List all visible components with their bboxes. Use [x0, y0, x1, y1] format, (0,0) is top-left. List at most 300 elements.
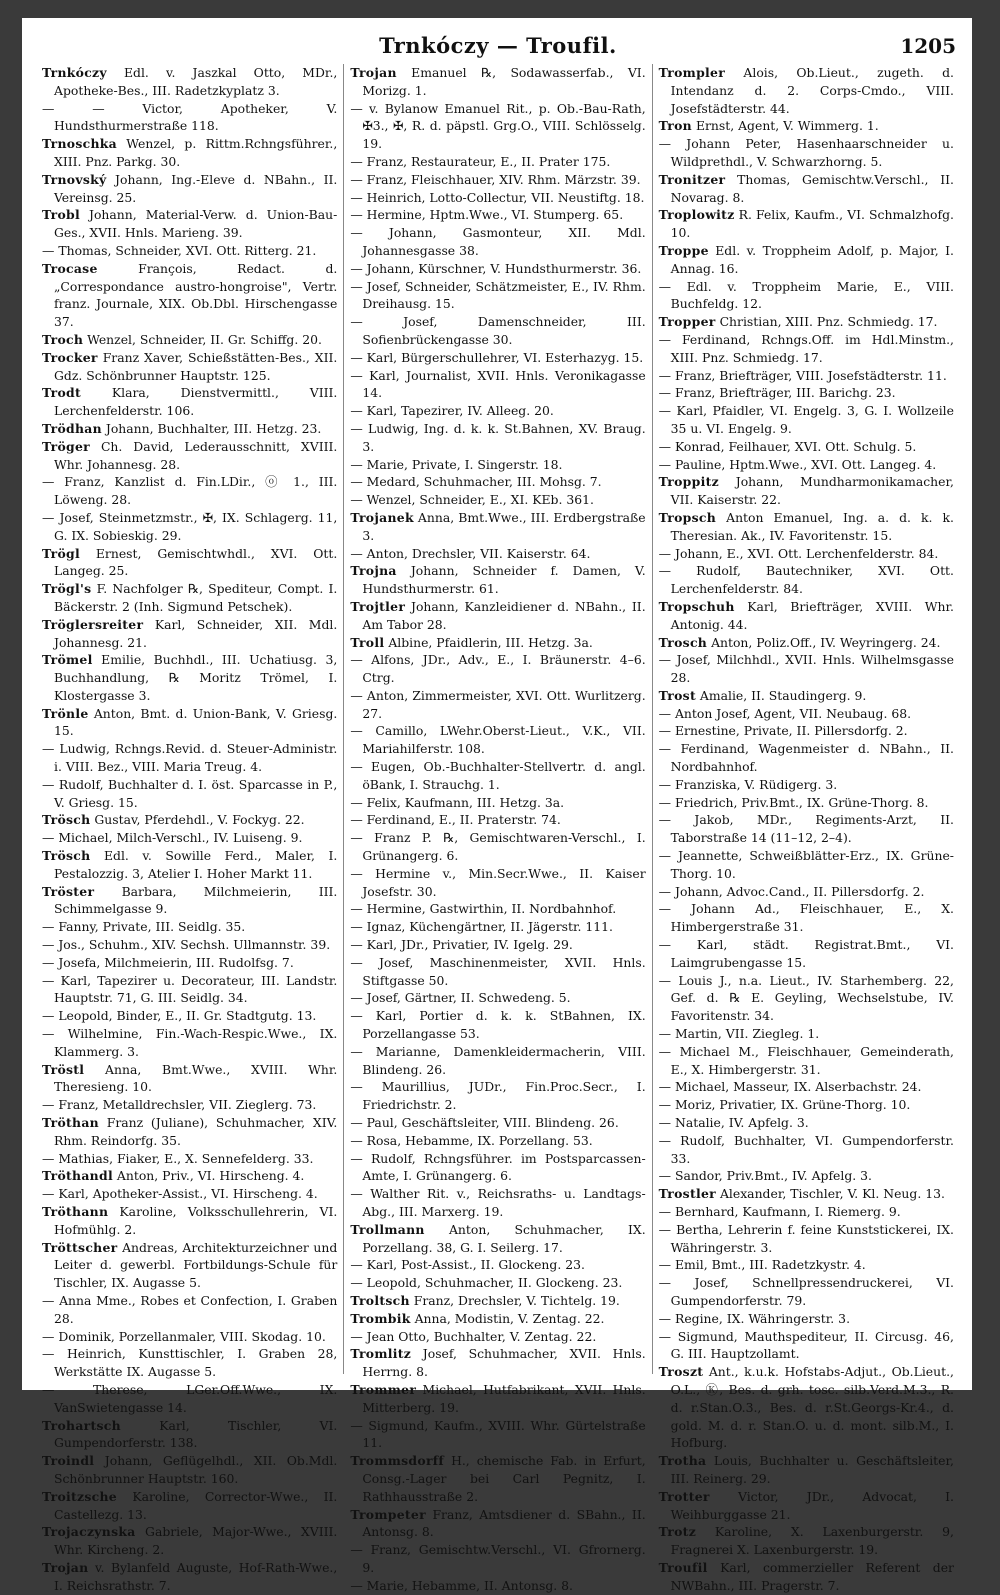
directory-entry: [350, 1506, 645, 1542]
directory-entry: [659, 278, 954, 314]
directory-entry: [42, 936, 337, 954]
directory-entry: [42, 740, 337, 776]
directory-entry: [659, 1310, 954, 1328]
directory-entry: [659, 687, 954, 705]
entry-details: — Michael, Masseur, IX. Alserbachstr. 24.: [658, 1079, 922, 1095]
entry-surname: Trocker: [42, 349, 98, 365]
directory-entry: [659, 1452, 954, 1488]
directory-entry: [350, 936, 645, 954]
entry-surname: Troppitz: [658, 474, 719, 490]
directory-entry: [350, 1541, 645, 1577]
entry-details: — Rudolf, Buchhalter d. I. öst. Sparcasse in P., V. Griesg. 15.: [42, 776, 338, 810]
entry-surname: Tröttscher: [42, 1239, 118, 1255]
directory-entry: [659, 1043, 954, 1079]
directory-entry: [659, 1274, 954, 1310]
entry-surname: Trögl: [42, 545, 80, 561]
entry-details: — Sandor, Priv.Bmt., IV. Apfelg. 3.: [658, 1168, 872, 1184]
entry-details: — Pauline, Hptm.Wwe., XVI. Ott. Langeg. 4.: [658, 456, 937, 472]
entry-details: — Mathias, Fiaker, E., X. Sennefelderg. 33.: [42, 1150, 314, 1166]
entry-surname: Trotha: [658, 1453, 707, 1469]
directory-entry: [42, 135, 337, 171]
entry-details: Franz (Juliane), Schuhmacher, XIV. Rhm. Reindorfg. 35.: [54, 1115, 338, 1148]
entry-details: Johann, Buchhalter, III. Hetzg. 23.: [105, 420, 322, 436]
entry-details: — Leopold, Binder, E., II. Gr. Stadtgutg. 13.: [42, 1008, 317, 1024]
directory-entry: [350, 1150, 645, 1186]
entry-details: F. Nachfolger ℞, Spediteur, Compt. I. Bäckerstr. 2 (Inh. Sigmund Petschek).: [54, 581, 338, 614]
entry-details: — Jeannette, Schweißblätter-Erz., IX. Grüne-Thorg. 10.: [658, 848, 954, 881]
column-1: [36, 64, 344, 1593]
entry-details: — Dominik, Porzellanmaler, VIII. Skodag. 10.: [42, 1328, 326, 1344]
entry-details: — Walther Rit. v., Reichsraths- u. Landtags-Abg., III. Marxerg. 19.: [350, 1186, 646, 1219]
columns: [36, 64, 960, 1593]
directory-entry: [350, 402, 645, 420]
entry-details: — Karl, städt. Registrat.Bmt., VI. Laimgrubengasse 15.: [658, 937, 954, 970]
page-header: [36, 28, 960, 64]
entry-details: — Josef, Gärtner, II. Schwedeng. 5.: [350, 990, 571, 1006]
directory-entry: [42, 1381, 337, 1417]
entry-details: Thomas, Gemischtw.Verschl., II. Novarag. 8.: [670, 171, 954, 205]
directory-entry: [659, 1559, 954, 1595]
entry-details: François, Redact. d. „Correspondance austro-hongroise", Vertr. franz. Journale, XIX. Ob.Dbl. Hirschengasse 37.: [54, 260, 338, 330]
entry-details: — — Victor, Apotheker, V. Hundsthurmerstraße 118.: [42, 100, 338, 134]
entry-details: — Medard, Schuhmacher, III. Mohsg. 7.: [350, 474, 602, 490]
directory-entry: [350, 171, 645, 189]
directory-entry: [659, 651, 954, 687]
directory-entry: [350, 1292, 645, 1310]
directory-entry: [42, 1523, 337, 1559]
directory-entry: [659, 1523, 954, 1559]
entry-details: Karoline, X. Laxenburgerstr. 9, Fragnerei X. Laxenburgerstr. 19.: [670, 1524, 954, 1558]
entry-details: Karl, Schneider, XII. Mdl. Johannesg. 21.: [54, 616, 338, 650]
directory-entry: [659, 313, 954, 331]
directory-entry: [659, 367, 954, 385]
directory-entry: [659, 473, 954, 509]
entry-surname: Tröthandl: [42, 1168, 113, 1184]
directory-entry: [659, 1488, 954, 1524]
directory-entry: [42, 776, 337, 812]
entry-details: Edl. v. Sowille Ferd., Maler, I. Pestalozzig. 3, Atelier I. Hoher Markt 11.: [54, 848, 338, 881]
directory-entry: [659, 634, 954, 652]
entry-details: Ernst, Agent, V. Wimmerg. 1.: [695, 118, 879, 134]
entry-details: Karl, Tischler, VI. Gumpendorferstr. 138.: [54, 1417, 338, 1451]
entry-surname: Trögl's: [42, 581, 92, 597]
directory-entry: [659, 242, 954, 278]
entry-details: Johann, Mundharmonikamacher, VII. Kaiserstr. 22.: [670, 474, 954, 508]
entry-surname: Troltsch: [350, 1292, 410, 1308]
directory-entry: [42, 349, 337, 385]
directory-entry: [350, 1577, 645, 1595]
entry-details: Alois, Ob.Lieut., zugeth. d. Intendanz d. 2. Corps-Cmdo., VIII. Josefstädterstr. 44.: [670, 65, 954, 116]
entry-details: — Natalie, IV. Apfelg. 3.: [658, 1115, 809, 1131]
entry-details: — Felix, Kaufmann, III. Hetzg. 3a.: [350, 794, 565, 810]
entry-details: — Johann Ad., Fleischhauer, E., X. Himbergerstraße 31.: [658, 901, 954, 935]
directory-entry: [42, 972, 337, 1008]
directory-entry: [659, 64, 954, 117]
entry-surname: Trojanek: [350, 509, 414, 525]
directory-entry: [350, 189, 645, 207]
entry-details: Johann, Material-Verw. d. Union-Bau-Ges., XVII. Hnls. Marieng. 39.: [54, 207, 338, 241]
entry-details: — Ferdinand, Rchngs.Off. im Hdl.Minstm., XIII. Pnz. Schmiedg. 17.: [658, 331, 954, 365]
entry-surname: Trostler: [658, 1186, 716, 1202]
directory-entry: [659, 972, 954, 1025]
directory-entry: [659, 1221, 954, 1257]
entry-details: — Heinrich, Kunsttischler, I. Graben 28, Werkstätte IX. Augasse 5.: [42, 1346, 338, 1380]
directory-entry: [42, 242, 337, 260]
directory-entry: [659, 776, 954, 794]
directory-entry: [350, 865, 645, 901]
entry-details: Franz Xaver, Schießstätten-Bes., XII. Gdz. Schönbrunner Hauptstr. 125.: [54, 349, 338, 383]
entry-details: Anton, Bmt. d. Union-Bank, V. Griesg. 15.: [54, 705, 338, 739]
directory-entry: [42, 1061, 337, 1097]
directory-entry: [659, 117, 954, 135]
directory-entry: [659, 1114, 954, 1132]
directory-entry: [659, 171, 954, 207]
entry-details: Anna, Bmt.Wwe., III. Erdbergstraße 3.: [362, 509, 646, 543]
entry-details: — v. Bylanow Emanuel Rit., p. Ob.-Bau-Rath, ✠3., ✠, R. d. päpstl. Grg.O., VIII. Schlösselg. 19.: [350, 100, 646, 152]
entry-details: Karoline, Volksschullehrerin, VI. Hofmühlg. 2.: [54, 1204, 338, 1237]
entry-details: — Marie, Hebamme, II. Antonsg. 8.: [350, 1577, 573, 1593]
directory-entry: [42, 1452, 337, 1488]
directory-entry: [350, 1132, 645, 1150]
directory-entry: [659, 1167, 954, 1185]
entry-details: Ch. David, Lederausschnitt, XVIII. Whr. Johannesg. 28.: [54, 438, 338, 472]
page-title: Trnkóczy — Troufil.: [379, 33, 617, 58]
entry-details: — Franziska, V. Rüdigerg. 3.: [658, 776, 838, 792]
directory-entry: [659, 1256, 954, 1274]
directory-entry: [659, 794, 954, 812]
directory-entry: [42, 438, 337, 474]
directory-entry: [350, 1381, 645, 1417]
entry-details: — Franz, Briefträger, III. Barichg. 23.: [658, 385, 896, 401]
entry-surname: Troplowitz: [658, 207, 735, 223]
entry-surname: Trösch: [42, 848, 91, 864]
directory-entry: [350, 989, 645, 1007]
entry-surname: Troufil: [658, 1559, 708, 1575]
directory-entry: [659, 936, 954, 972]
directory-entry: [350, 509, 645, 545]
directory-entry: [42, 883, 337, 919]
directory-entry: [42, 1203, 337, 1239]
directory-entry: [42, 1096, 337, 1114]
entry-details: — Maurillius, JUDr., Fin.Proc.Secr., I. Friedrichstr. 2.: [350, 1079, 646, 1113]
entry-details: — Johann, Kürschner, V. Hundsthurmerstr. 36.: [350, 260, 642, 276]
entry-details: — Michael, Milch-Verschl., IV. Luiseng. 9.: [42, 830, 303, 846]
directory-entry: [350, 545, 645, 563]
directory-entry: [42, 811, 337, 829]
directory-entry: [659, 811, 954, 847]
entry-details: — Rudolf, Rchngsführer. im Postsparcassen-Amte, I. Grünangerg. 6.: [350, 1150, 646, 1184]
directory-entry: [659, 1132, 954, 1168]
page-number: 1205: [900, 34, 956, 58]
entry-details: — Franz, Fleischhauer, XIV. Rhm. Märzstr. 39.: [350, 171, 641, 187]
entry-details: — Franz, Kanzlist d. Fin.LDir., ⓞ 1., III. Löweng. 28.: [42, 474, 338, 508]
directory-entry: [659, 1203, 954, 1221]
entry-details: — Josef, Maschinenmeister, XVII. Hnls. Stiftgasse 50.: [350, 954, 646, 988]
entry-details: — Rudolf, Buchhalter, VI. Gumpendorferstr. 33.: [658, 1132, 954, 1166]
entry-details: — Jean Otto, Buchhalter, V. Zentag. 22.: [350, 1328, 597, 1344]
entry-surname: Tröger: [42, 438, 90, 454]
directory-entry: [350, 224, 645, 260]
directory-entry: [659, 438, 954, 456]
directory-entry: [42, 1328, 337, 1346]
entry-details: — Ludwig, Ing. d. k. k. St.Bahnen, XV. Braug. 3.: [350, 420, 646, 454]
entry-details: — Karl, Portier d. k. k. StBahnen, IX. Porzellangasse 53.: [350, 1008, 646, 1042]
entry-surname: Trocase: [42, 260, 98, 276]
directory-entry: [350, 634, 645, 652]
directory-entry: [659, 206, 954, 242]
entry-details: Christian, XIII. Pnz. Schmiedg. 17.: [719, 314, 938, 330]
directory-entry: [42, 847, 337, 883]
directory-entry: [350, 1310, 645, 1328]
entry-details: — Bernhard, Kaufmann, I. Riemerg. 9.: [658, 1204, 901, 1219]
directory-entry: [42, 1007, 337, 1025]
directory-entry: [42, 1559, 337, 1595]
directory-entry: [659, 740, 954, 776]
entry-details: — Eugen, Ob.-Buchhalter-Stellvertr. d. angl. öBank, I. Strauchg. 1.: [350, 759, 646, 792]
entry-surname: Troch: [42, 331, 84, 347]
entry-surname: Trönle: [42, 705, 89, 721]
entry-surname: Tronitzer: [658, 171, 726, 187]
directory-entry: [350, 1043, 645, 1079]
entry-details: — Marie, Private, I. Singerstr. 18.: [350, 456, 563, 472]
directory-entry: [350, 64, 645, 100]
directory-entry: [350, 313, 645, 349]
directory-entry: [42, 1150, 337, 1168]
entry-details: — Josef, Damenschneider, III. Sofienbrückengasse 30.: [350, 314, 646, 347]
entry-details: — Moriz, Privatier, IX. Grüne-Thorg. 10.: [658, 1097, 911, 1113]
directory-entry: [350, 1114, 645, 1132]
entry-surname: Trösch: [42, 812, 91, 828]
entry-surname: Trosch: [658, 634, 708, 650]
directory-entry: [350, 1452, 645, 1505]
entry-details: v. Bylanfeld Auguste, Hof-Rath-Wwe., I. Reichsrathstr. 7.: [54, 1559, 338, 1593]
directory-entry: [42, 331, 337, 349]
entry-details: Johann, Kanzleidiener d. NBahn., II. Am Tabor 28.: [362, 598, 646, 632]
directory-entry: [42, 384, 337, 420]
entry-details: — Anton Josef, Agent, VII. Neubaug. 68.: [658, 705, 912, 721]
directory-entry: [42, 260, 337, 331]
entry-details: Michael, Hutfabrikant, XVII. Hnls. Mitterberg. 19.: [362, 1381, 646, 1415]
directory-entry: [42, 1417, 337, 1453]
entry-details: — Johann Peter, Hasenhaarschneider u. Wildprethdl., V. Schwarzhorng. 5.: [658, 136, 954, 169]
directory-entry: [659, 883, 954, 901]
directory-entry: [659, 1078, 954, 1096]
directory-entry: [350, 758, 645, 794]
directory-entry: [42, 1345, 337, 1381]
entry-details: — Konrad, Feilhauer, XVI. Ott. Schulg. 5.: [658, 438, 917, 454]
directory-entry: [350, 367, 645, 403]
entry-surname: Trompeter: [350, 1506, 426, 1522]
directory-entry: [42, 100, 337, 136]
entry-surname: Tron: [658, 118, 692, 134]
directory-entry: [350, 420, 645, 456]
entry-surname: Troindl: [42, 1453, 95, 1469]
entry-details: Louis, Buchhalter u. Geschäftsleiter, III. Reinerg. 29.: [670, 1453, 954, 1486]
entry-details: — Thomas, Schneider, XVI. Ott. Ritterg. 21.: [42, 242, 317, 258]
entry-details: — Marianne, Damenkleidermacherin, VIII. Blindeng. 26.: [350, 1043, 646, 1077]
entry-surname: Trnkóczy: [42, 65, 107, 80]
directory-entry: [42, 616, 337, 652]
entry-details: — Sigmund, Kaufm., XVIII. Whr. Gürtelstraße 11.: [350, 1417, 646, 1451]
directory-entry: [350, 1328, 645, 1346]
entry-details: — Heinrich, Lotto-Collectur, VII. Neustiftg. 18.: [350, 189, 645, 205]
entry-surname: Trojna: [350, 563, 397, 579]
entry-details: Franz, Amtsdiener d. SBahn., II. Antonsg. 8.: [362, 1506, 646, 1540]
entry-details: Klara, Dienstvermittl., VIII. Lerchenfelderstr. 106.: [54, 385, 338, 419]
directory-page: [22, 18, 972, 1593]
entry-surname: Trnoschka: [42, 136, 117, 152]
entry-details: Anna, Modistin, V. Zentag. 22.: [414, 1310, 605, 1326]
entry-surname: Tröster: [42, 883, 95, 899]
entry-details: Amalie, II. Staudingerg. 9.: [699, 687, 867, 703]
directory-entry: [42, 1292, 337, 1328]
entry-surname: Troppe: [658, 242, 709, 258]
directory-entry: [350, 562, 645, 598]
directory-entry: [350, 1078, 645, 1114]
entry-details: — Regine, IX. Währingerstr. 3.: [658, 1310, 851, 1326]
directory-entry: [350, 260, 645, 278]
entry-details: — Karl, Tapezirer, IV. Alleeg. 20.: [350, 403, 554, 419]
entry-surname: Trobl: [42, 207, 80, 223]
entry-surname: Trotz: [658, 1524, 697, 1540]
directory-entry: [350, 491, 645, 509]
entry-details: — Ignaz, Küchengärtner, II. Jägerstr. 111.: [350, 919, 613, 935]
entry-details: — Alfons, JDr., Adv., E., I. Bräunerstr. 4–6. Ctrg.: [350, 652, 646, 686]
entry-details: Victor, JDr., Advocat, I. Weihburggasse 21.: [670, 1488, 954, 1522]
entry-details: Ant., k.u.k. Hofstabs-Adjut., Ob.Lieut., O.L., Ⓚ, Bes. d. grh. tosc. silb.Verd.M.3., R. d. r.Stan.O.3., Bes. d. r.St.Georgs-Kr.4., d. gold. M. d. r. Stan.O. u. d. mont. silb.M., I. Hofburg.: [670, 1364, 954, 1451]
entry-details: — Jos., Schuhm., XIV. Sechsh. Ullmannstr. 39.: [42, 937, 331, 953]
entry-surname: Trompler: [658, 65, 726, 80]
entry-surname: Trommer: [350, 1381, 417, 1397]
entry-details: — Franz P. ℞, Gemischtwaren-Verschl., I. Grünangerg. 6.: [350, 830, 646, 864]
entry-details: Anton, Schuhmacher, IX. Porzellang. 38, G. I. Seilerg. 17.: [362, 1221, 646, 1255]
entry-surname: Trombik: [350, 1310, 411, 1326]
entry-details: R. Felix, Kaufm., VI. Schmalzhofg. 10.: [670, 207, 954, 241]
entry-details: — Karl, Apotheker-Assist., VI. Hirscheng. 4.: [42, 1186, 318, 1202]
directory-entry: [659, 545, 954, 563]
entry-surname: Trommsdorff: [350, 1453, 445, 1469]
entry-details: — Bertha, Lehrerin f. feine Kunststickerei, IX. Währingerstr. 3.: [658, 1221, 954, 1255]
directory-entry: [42, 473, 337, 509]
directory-entry: [42, 829, 337, 847]
directory-entry: [350, 278, 645, 314]
entry-details: — Anna Mme., Robes et Confection, I. Graben 28.: [42, 1292, 338, 1326]
directory-entry: [42, 206, 337, 242]
entry-details: — Hermine, Gastwirthin, II. Nordbahnhof.: [350, 901, 617, 917]
directory-entry: [350, 1345, 645, 1381]
entry-details: — Emil, Bmt., III. Radetzkystr. 4.: [658, 1257, 866, 1273]
directory-entry: [350, 794, 645, 812]
entry-surname: Tropsch: [658, 509, 717, 525]
entry-surname: Tropper: [658, 314, 716, 330]
entry-details: — Michael M., Fleischhauer, Gemeinderath, E., X. Himbergerstr. 31.: [658, 1043, 954, 1077]
directory-entry: [42, 1185, 337, 1203]
entry-details: Anton Emanuel, Ing. a. d. k. k. Theresian. Ak., IV. Favoritenstr. 15.: [670, 509, 954, 543]
entry-surname: Trotter: [658, 1488, 710, 1504]
directory-entry: [350, 918, 645, 936]
entry-details: — Fanny, Private, III. Seidlg. 35.: [42, 919, 246, 935]
directory-entry: [659, 135, 954, 171]
directory-entry: [350, 598, 645, 634]
entry-details: — Anton, Drechsler, VII. Kaiserstr. 64.: [350, 545, 591, 561]
directory-entry: [350, 473, 645, 491]
entry-details: Alexander, Tischler, V. Kl. Neug. 13.: [719, 1186, 945, 1202]
entry-details: — Ludwig, Rchngs.Revid. d. Steuer-Administr. i. VIII. Bez., VIII. Maria Treug. 4.: [42, 741, 338, 775]
entry-details: Emanuel ℞, Sodawasserfab., VI. Morizg. 1.: [362, 65, 646, 98]
entry-surname: Trojtler: [350, 598, 406, 614]
entry-surname: Trohartsch: [42, 1417, 121, 1433]
directory-entry: [350, 100, 645, 153]
directory-entry: [659, 722, 954, 740]
directory-entry: [659, 509, 954, 545]
entry-details: — Ernestine, Private, II. Pillersdorfg. 2.: [658, 723, 908, 739]
directory-entry: [350, 349, 645, 367]
entry-surname: Tropschuh: [658, 598, 735, 614]
entry-surname: Trojan: [350, 65, 397, 80]
directory-entry: [42, 64, 337, 100]
column-3: [653, 64, 960, 1593]
entry-details: Albine, Pfaidlerin, III. Hetzg. 3a.: [388, 634, 593, 650]
entry-details: Johann, Schneider f. Damen, V. Hundsthurmerstr. 61.: [362, 563, 646, 597]
entry-details: Ernest, Gemischtwhdl., XVI. Ott. Langeg. 25.: [54, 545, 338, 579]
directory-entry: [350, 1007, 645, 1043]
directory-entry: [659, 1025, 954, 1043]
entry-surname: Tröstl: [42, 1061, 85, 1077]
entry-details: — Sigmund, Mauthspediteur, II. Circusg. 46, G. III. Hauptzollamt.: [658, 1328, 954, 1362]
entry-details: Anton, Poliz.Off., IV. Weyringerg. 24.: [711, 634, 941, 650]
directory-entry: [42, 1167, 337, 1185]
directory-entry: [659, 900, 954, 936]
directory-entry: [350, 722, 645, 758]
entry-details: Josef, Schuhmacher, XVII. Hnls. Herrng. 8.: [362, 1346, 646, 1380]
entry-details: — Rosa, Hebamme, IX. Porzellang. 53.: [350, 1132, 593, 1148]
entry-surname: Trodt: [42, 385, 81, 401]
directory-entry: [659, 705, 954, 723]
entry-details: Wenzel, p. Rittm.Rchngsführer., XIII. Pnz. Parkg. 30.: [54, 136, 338, 169]
directory-entry: [659, 402, 954, 438]
directory-entry: [42, 705, 337, 741]
entry-details: Barbara, Milchmeierin, III. Schimmelgasse 9.: [54, 883, 338, 917]
entry-details: — Franz, Briefträger, VIII. Josefstädterstr. 11.: [658, 367, 947, 383]
directory-entry: [350, 1221, 645, 1257]
directory-entry: [42, 509, 337, 545]
column-2: [344, 64, 652, 1593]
directory-entry: [659, 1096, 954, 1114]
entry-details: — Friedrich, Priv.Bmt., IX. Grüne-Thorg. 8.: [658, 794, 929, 810]
directory-entry: [350, 153, 645, 171]
directory-entry: [659, 1328, 954, 1364]
entry-surname: Tröthann: [42, 1204, 109, 1219]
entry-details: — Franz, Metalldrechsler, VII. Zieglerg. 73.: [42, 1097, 317, 1113]
directory-entry: [659, 1185, 954, 1203]
entry-details: — Wenzel, Schneider, E., XI. KEb. 361.: [350, 492, 594, 508]
entry-details: — Karl, Bürgerschullehrer, VI. Esterhazyg. 15.: [350, 349, 644, 365]
directory-entry: [42, 918, 337, 936]
entry-surname: Tromlitz: [350, 1346, 412, 1362]
entry-details: — Johann, Gasmonteur, XII. Mdl. Johannesgasse 38.: [350, 225, 646, 258]
entry-details: — Paul, Geschäftsleiter, VIII. Blindeng. 26.: [350, 1115, 619, 1131]
entry-details: — Josefa, Milchmeierin, III. Rudolfsg. 7.: [42, 954, 294, 970]
entry-details: — Louis J., n.a. Lieut., IV. Starhemberg. 22, Gef. d. ℞ E. Geyling, Wechselstube, IV. Favoritenstr. 34.: [658, 972, 954, 1024]
directory-entry: [42, 420, 337, 438]
entry-details: Gustav, Pferdehdl., V. Fockyg. 22.: [94, 812, 305, 828]
entry-surname: Trömel: [42, 652, 93, 668]
entry-details: — Franz, Restaurateur, E., II. Prater 175.: [350, 153, 611, 169]
entry-details: — Karl, Tapezirer u. Decorateur, III. Landstr. Hauptstr. 71, G. III. Seidlg. 34.: [42, 972, 338, 1006]
entry-details: — Karl, Journalist, XVII. Hnls. Veronikagasse 14.: [350, 367, 646, 401]
entry-details: — Karl, Pfaidler, VI. Engelg. 3, G. I. Wollzeile 35 u. VI. Engelg. 9.: [658, 403, 954, 436]
directory-entry: [659, 598, 954, 634]
